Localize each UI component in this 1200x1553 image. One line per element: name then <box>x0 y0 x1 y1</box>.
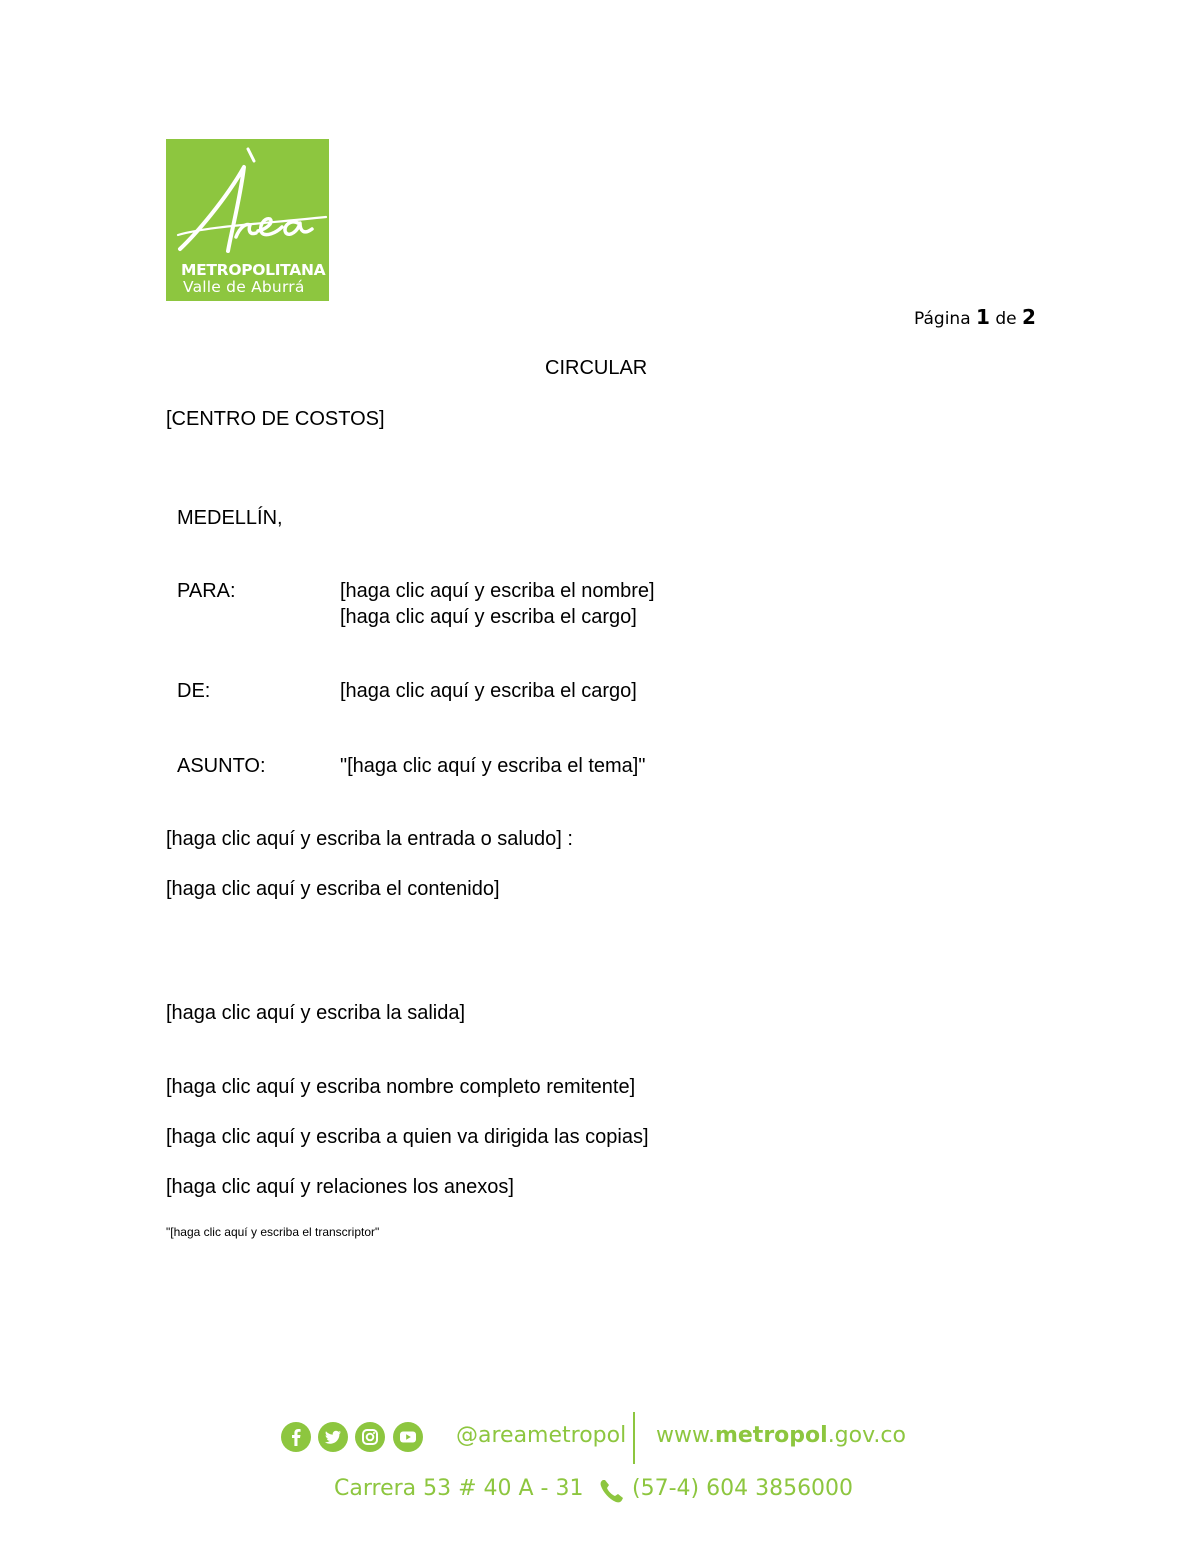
para-name-field[interactable]: [haga clic aquí y escriba el nombre] <box>340 580 655 602</box>
asunto-label: ASUNTO: <box>177 755 266 777</box>
greeting-field[interactable]: [haga clic aquí y escriba la entrada o saludo] : <box>166 828 573 850</box>
asunto-field[interactable]: "[haga clic aquí y escriba el tema]" <box>340 755 646 777</box>
cost-center-field[interactable]: [CENTRO DE COSTOS] <box>166 408 385 430</box>
de-label: DE: <box>177 680 211 702</box>
facebook-icon[interactable] <box>281 1422 311 1452</box>
page-current: 1 <box>976 305 990 329</box>
twitter-icon[interactable] <box>318 1422 348 1452</box>
copies-field[interactable]: [haga clic aquí y escriba a quien va dirigida las copias] <box>166 1126 649 1148</box>
instagram-icon[interactable] <box>355 1422 385 1452</box>
address: Carrera 53 # 40 A - 31 <box>334 1476 584 1501</box>
phone-number[interactable]: (57-4) 604 3856000 <box>632 1476 854 1501</box>
para-cargo-field[interactable]: [haga clic aquí y escriba el cargo] <box>340 606 637 628</box>
phone-icon <box>596 1475 628 1507</box>
page-total: 2 <box>1022 305 1036 329</box>
de-cargo-field[interactable]: [haga clic aquí y escriba el cargo] <box>340 680 637 702</box>
website-link[interactable] <box>656 1423 906 1448</box>
document-title: CIRCULAR <box>545 357 648 379</box>
footer-divider <box>633 1412 635 1464</box>
page-of-label: de <box>995 309 1017 329</box>
sender-field[interactable]: [haga clic aquí y escriba nombre completo remitente] <box>166 1076 636 1098</box>
social-handle[interactable]: @areametropol <box>456 1423 627 1448</box>
area-metropolitana-logo <box>166 139 329 301</box>
page-number <box>914 305 1036 329</box>
closing-field[interactable]: [haga clic aquí y escriba la salida] <box>166 1002 466 1024</box>
website-suffix: .gov.co <box>827 1423 906 1448</box>
youtube-icon[interactable] <box>393 1422 423 1452</box>
page-label: Página <box>914 309 971 329</box>
city-label: MEDELLÍN, <box>177 507 283 529</box>
website-bold: metropol <box>714 1423 828 1448</box>
transcriber-field[interactable]: "[haga clic aquí y escriba el transcriptor" <box>166 1225 380 1239</box>
annexes-field[interactable]: [haga clic aquí y relaciones los anexos] <box>166 1176 514 1198</box>
logo-line-metropolitana: METROPOLITANA <box>181 261 326 279</box>
para-label: PARA: <box>177 580 236 602</box>
website-prefix: www. <box>656 1423 715 1448</box>
logo-line-valle-de-aburra: Valle de Aburrá <box>183 278 305 296</box>
content-field[interactable]: [haga clic aquí y escriba el contenido] <box>166 878 500 900</box>
